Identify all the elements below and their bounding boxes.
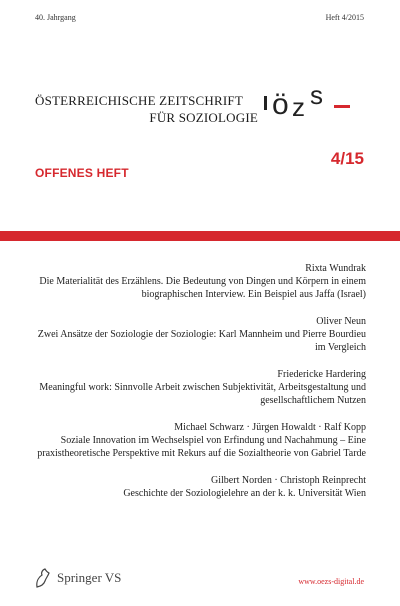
article-entry: [30, 368, 366, 407]
journal-title-line2: FÜR SOZIOLOGIE: [149, 110, 258, 125]
article-entry: [30, 474, 366, 500]
cover-header: [0, 0, 400, 231]
article-title: Geschichte der Soziologielehre an der k. k. Universität Wien: [123, 488, 366, 499]
journal-title: [35, 92, 258, 126]
article-title: Die Materialität des Erzählens. Die Bedeutung von Dingen und Körpern in einem biographischen Interview. Ein Beispiel aus Jaffa (Israel): [39, 276, 366, 300]
svg-text:z: z: [292, 92, 305, 122]
article-list: [30, 262, 366, 514]
article-author: Friedericke Hardering: [277, 369, 366, 380]
article-entry: [30, 315, 366, 354]
svg-text:ö: ö: [272, 88, 289, 121]
article-author: Gilbert Norden · Christoph Reinprecht: [211, 475, 366, 486]
article-author: Michael Schwarz · Jürgen Howaldt · Ralf Kopp: [174, 422, 366, 433]
publisher-name: Springer VS: [57, 570, 122, 585]
springer-horse-icon: [33, 567, 53, 589]
journal-title-line1: ÖSTERREICHISCHE ZEITSCHRIFT: [35, 93, 243, 108]
issue-number: 4/15: [330, 149, 364, 168]
article-entry: [30, 421, 366, 460]
issue-label: Heft 4/2015: [325, 13, 364, 22]
issue-theme: OFFENES HEFT: [35, 166, 129, 180]
volume-label: 40. Jahrgang: [35, 13, 76, 22]
oezs-logo: [262, 76, 392, 126]
article-title: Soziale Innovation im Wechselspiel von Erfindung und Nachahmung – Eine praxistheoretische Perspektive mit Rekurs auf die Sozialtheorie von Gabriel Tarde: [37, 435, 366, 459]
article-title: Zwei Ansätze der Soziologie der Soziologie: Karl Mannheim und Pierre Bourdieu im Vergleich: [37, 329, 366, 353]
accent-rule: [0, 231, 400, 241]
journal-url[interactable]: www.oezs-digital.de: [298, 577, 364, 586]
article-author: Oliver Neun: [316, 316, 366, 327]
article-title: Meaningful work: Sinnvolle Arbeit zwischen Subjektivität, Arbeitsgestaltung und gesellschaftlichem Nutzen: [39, 382, 366, 406]
article-entry: [30, 262, 366, 301]
svg-text:s: s: [310, 80, 323, 110]
article-author: Rixta Wundrak: [305, 263, 366, 274]
publisher-logo: [33, 567, 121, 589]
